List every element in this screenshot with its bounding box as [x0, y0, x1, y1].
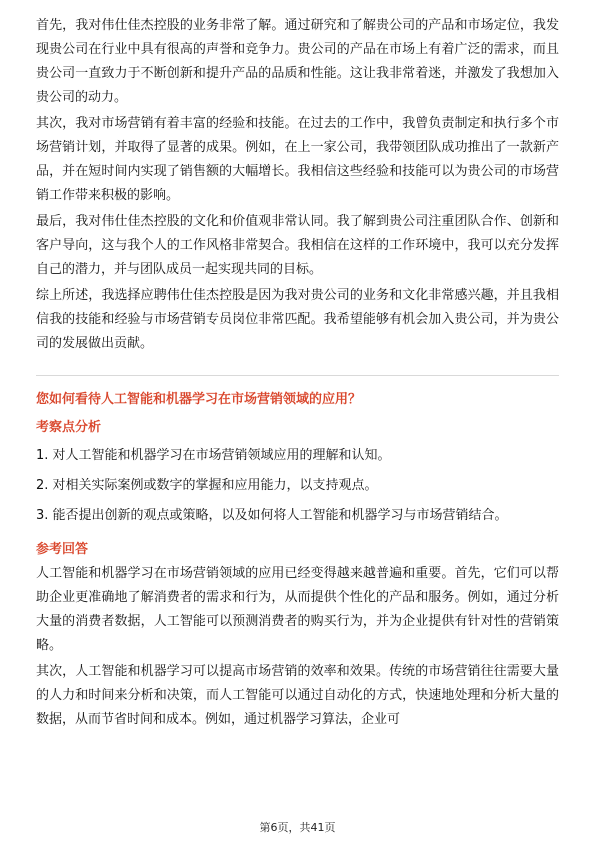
section-divider [36, 375, 559, 376]
analysis-point-3: 3. 能否提出创新的观点或策略，以及如何将人工智能和机器学习与市场营销结合。 [36, 508, 508, 523]
analysis-point-1: 1. 对人工智能和机器学习在市场营销领域应用的理解和认知。 [36, 448, 391, 463]
page-number: 第6页，共41页 [259, 821, 336, 834]
answer-paragraph-1: 人工智能和机器学习在市场营销领域的应用已经变得越来越普遍和重要。首先，它们可以帮助企业更准确地了解消费者的需求和行为，从而提供个性化的产品和服务。例如，通过分析大量的消费者数据，人工智能可以预测消费者的购买行为，并为企业提供有针对性的营销策略。 [36, 566, 559, 653]
body-paragraph-3: 最后，我对伟仕佳杰控股的文化和价值观非常认同。我了解到贵公司注重团队合作、创新和客户导向，这与我个人的工作风格非常契合。我相信在这样的工作环境中，我可以充分发挥自己的潜力，并与团队成员一起实现共同的目标。 [36, 214, 559, 277]
body-paragraph-2: 其次，我对市场营销有着丰富的经验和技能。在过去的工作中，我曾负责制定和执行多个市场营销计划，并取得了显著的成果。例如，在上一家公司，我带领团队成功推出了一款新产品，并在短时间内实现了销售额的大幅增长。我相信这些经验和技能可以为贵公司的市场营销工作带来积极的影响。 [36, 116, 559, 203]
body-paragraph-4: 综上所述，我选择应聘伟仕佳杰控股是因为我对贵公司的业务和文化非常感兴趣，并且我相信我的技能和经验与市场营销专员岗位非常匹配。我希望能够有机会加入贵公司，并为贵公司的发展做出贡献。 [36, 288, 559, 351]
answer-paragraph-2: 其次，人工智能和机器学习可以提高市场营销的效率和效果。传统的市场营销往往需要大量的人力和时间来分析和决策，而人工智能可以通过自动化的方式，快速地处理和分析大量的数据，从而节省时间和成本。例如，通过机器学习算法，企业可 [36, 664, 559, 727]
answer-heading: 参考回答 [36, 542, 89, 557]
analysis-point-2: 2. 对相关实际案例或数字的掌握和应用能力，以支持观点。 [36, 478, 378, 493]
body-paragraph-1: 首先，我对伟仕佳杰控股的业务非常了解。通过研究和了解贵公司的产品和市场定位，我发现贵公司在行业中具有很高的声誉和竞争力。贵公司的产品在市场上有着广泛的需求，而且贵公司一直致力于不断创新和提升产品的品质和性能。这让我非常着迷，并激发了我想加入贵公司的动力。 [36, 18, 559, 105]
analysis-heading: 考察点分析 [36, 420, 102, 435]
question-title: 您如何看待人工智能和机器学习在市场营销领域的应用？ [36, 392, 362, 407]
document-page [36, 14, 559, 734]
